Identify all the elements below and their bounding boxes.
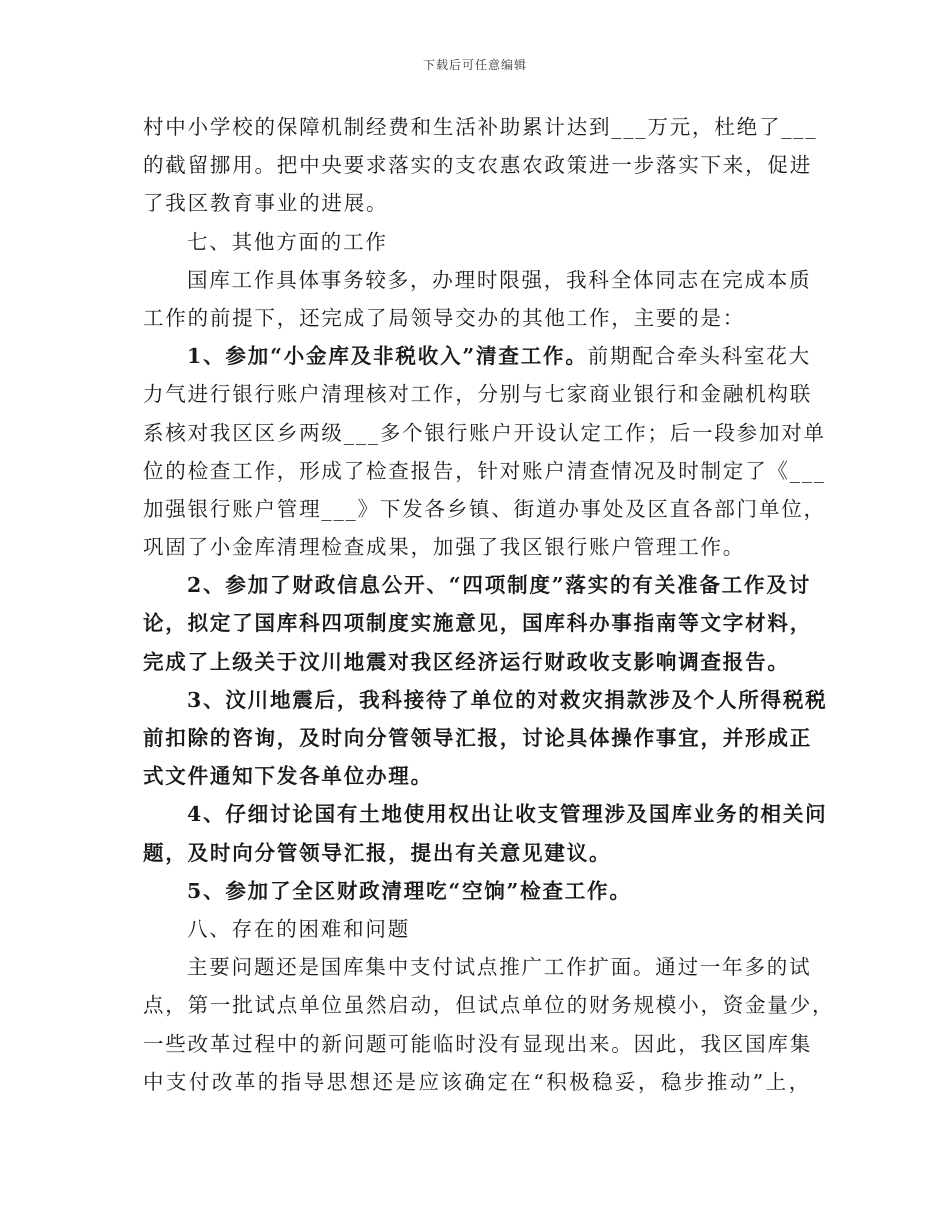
list-item-rest: 前期配合牵头科室花大 (587, 344, 812, 369)
document-body (143, 108, 835, 1101)
section-heading: 八、存在的困难和问题 (187, 916, 410, 941)
list-item-line: 论，拟定了国库科四项制度实施意见，国库科办事指南等文字材料， (143, 611, 812, 636)
list-item-line: 完成了上级关于汶川地震对我区经济运行财政收支影响调查报告。 (143, 649, 790, 674)
paragraph-line: 中支付改革的指导思想还是应该确定在“积极稳妥，稳步推动”上， (143, 1069, 811, 1094)
paragraph-line: 主要问题还是国库集中支付试点推广工作扩面。通过一年多的试 (187, 955, 812, 980)
paragraph-line: 的截留挪用。把中央要求落实的支农惠农政策进一步落实下来，促进 (143, 153, 812, 178)
list-item-line: 前扣除的咨询，及时向分管领导汇报，讨论具体操作事宜，并形成正 (143, 726, 812, 750)
paragraph-line: 力气进行银行账户清理核对工作，分别与七家商业银行和金融机构联 (143, 382, 812, 407)
paragraph-line: 工作的前提下，还完成了局领导交办的其他工作，主要的是： (143, 305, 746, 330)
paragraph-line: 村中小学校的保障机制经费和生活补助累计达到___万元，杜绝了___ (143, 115, 818, 139)
section-heading: 七、其他方面的工作 (187, 229, 388, 254)
paragraph-line: 位的检查工作，形成了检查报告，针对账户清查情况及时制定了《___ (143, 458, 826, 483)
paragraph-line: 点，第一批试点单位虽然启动，但试点单位的财务规模小，资金量少， (143, 993, 835, 1018)
list-item-line: 3、汶川地震后，我科接待了单位的对救灾捐款涉及个人所得税税 (187, 687, 828, 712)
paragraph-line: 了我区教育事业的进展。 (143, 191, 389, 216)
paragraph-line: 系核对我区区乡两级___多个银行账户开设认定工作；后一段参加对单 (143, 420, 826, 445)
list-item-line: 4、仔细讨论国有土地使用权出让收支管理涉及国库业务的相关问 (187, 802, 828, 827)
list-item-line: 题，及时向分管领导汇报，提出有关意见建议。 (143, 840, 612, 865)
paragraph-line: 加强银行账户管理___》下发各乡镇、街道办事处及区直各部门单位， (143, 496, 826, 521)
list-item-line: 5、参加了全区财政清理吃“空饷”检查工作。 (187, 878, 632, 903)
page-header: 下载后可任意编辑 (422, 58, 527, 72)
list-item-heading (143, 337, 811, 375)
paragraph-line: 国库工作具体事务较多，办理时限强，我科全体同志在完成本质 (187, 267, 812, 292)
paragraph-line: 一些改革过程中的新问题可能临时没有显现出来。因此，我区国库集 (143, 1031, 812, 1056)
paragraph-line: 巩固了小金库清理检查成果，加强了我区银行账户管理工作。 (143, 535, 746, 560)
list-item-line: 2、参加了财政信息公开、“四项制度”落实的有关准备工作及讨 (187, 573, 811, 598)
list-item-bold-lead: 1、参加“小金库及非税收入”清查工作。 (187, 344, 588, 369)
list-item-line: 式文件通知下发各单位办理。 (143, 764, 433, 789)
